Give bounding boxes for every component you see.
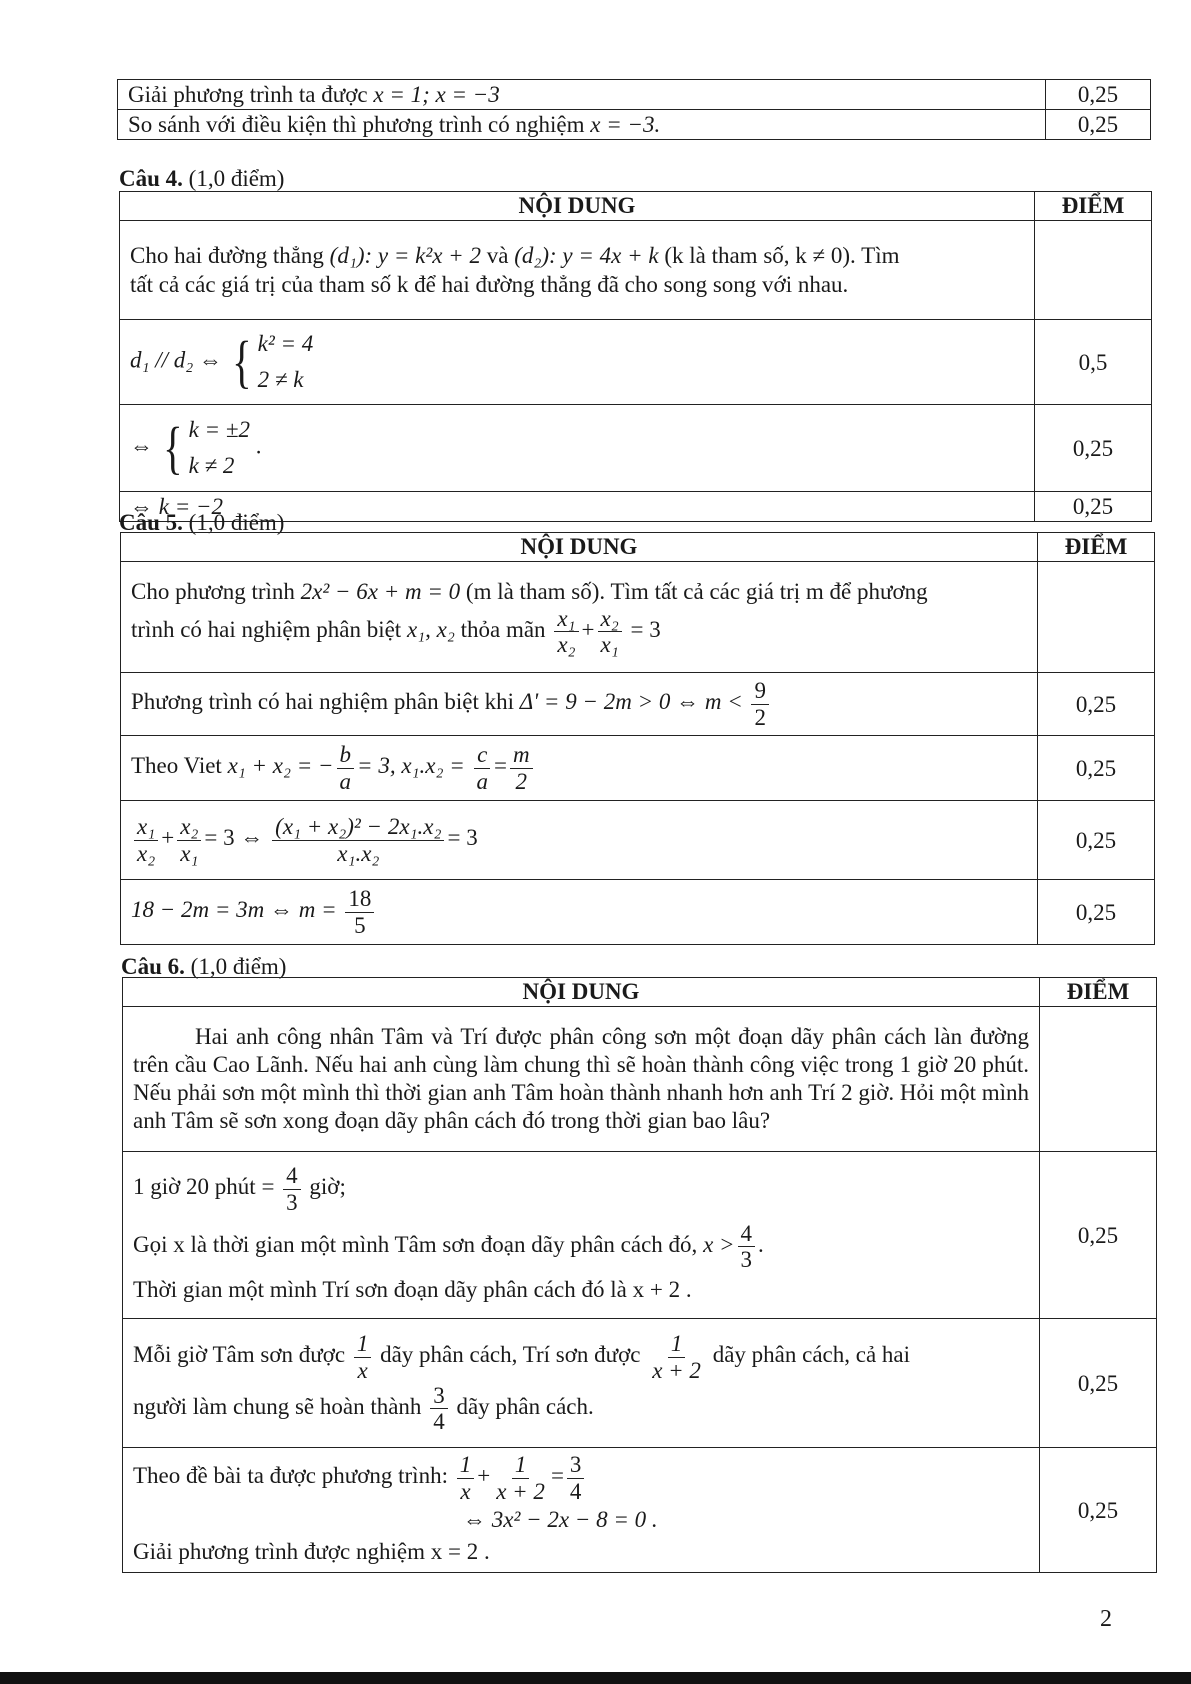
table-row: Phương trình có hai nghiệm phân biệt khi Δ' = 9 − 2m > 0 ⇔ m < $\frac{9}{2}$ 0,25 <box>121 673 1155 736</box>
question-6-table <box>122 977 1157 1573</box>
table-header: NỘI DUNG ĐIỂM <box>123 978 1157 1007</box>
table-row: 1 giờ 20 phút = $\frac{4}{3}$ giờ; Gọi x là thời gian một mình Tâm sơn đoạn dãy phân cách đó, x > $\frac{4}{3}$ . Thời gian một mình Trí sơn đoạn dãy phân cách đó là x + 2 . 0,25 <box>123 1152 1157 1319</box>
equation-system: { k = ±2 k ≠ 2 <box>162 415 250 480</box>
page-number: 2 <box>1100 1606 1112 1632</box>
equation-system: { k² = 4 2 ≠ k <box>231 329 314 394</box>
table-row: Hai anh công nhân Tâm và Trí được phân công sơn một đoạn dãy phân cách làn đường trên cầu Cao Lãnh. Nếu hai anh cùng làm chung thì sẽ hoàn thành công việc trong 1 giờ 20 phút. Nếu phải sơn một mình thì thời gian anh Tâm hoàn thành nhanh hơn anh Trí 2 giờ. Hỏi một mình anh Tâm sẽ sơn xong đoạn dãy phân cách đó trong thời gian bao lâu? <box>123 1007 1157 1152</box>
table-header: NỘI DUNG ĐIỂM <box>121 533 1155 562</box>
table-row: Mỗi giờ Tâm sơn được $\frac{1}{x}$ dãy phân cách, Trí sơn được $\frac{1}{x + 2}$ dãy phân cách, cả hai người làm chung sẽ hoàn thành $\frac{3}{4}$ dãy phân cách. 0,25 <box>123 1319 1157 1448</box>
question-5-table <box>120 532 1155 945</box>
question-4-table <box>119 191 1152 522</box>
top-table <box>117 79 1151 140</box>
table-row: ⇔ k = −2 0,25 <box>120 492 1152 522</box>
table-header: NỘI DUNG ĐIỂM <box>120 192 1152 221</box>
table-row: 18 − 2m = 3m ⇔ m = $\frac{18}{5}$ 0,25 <box>121 880 1155 945</box>
table-row: Theo đề bài ta được phương trình: $\frac{1}{x}$ + $\frac{1}{x + 2}$ = $\frac{3}{4}$ ⇔ 3x² − 2x − 8 = 0 . Giải phương trình được nghiệm x = 2 . 0,25 <box>123 1448 1157 1573</box>
table-row: ⇔ { k = ±2 k ≠ 2 . 0,25 <box>120 405 1152 492</box>
scan-edge <box>0 1672 1191 1684</box>
question-4-caption: Câu 4. (1,0 điểm) <box>119 166 285 191</box>
table-row: Cho phương trình 2x² − 6x + m = 0 (m là tham số). Tìm tất cả các giá trị m để phương trình có hai nghiệm phân biệt x₁, x₂ thỏa mãn $\frac{\text{x₁}}{\text{x₂}}$ + $\frac{\text{x₂}}{\text{x₁}}$ = 3 <box>121 562 1155 673</box>
table-row: d₁ // d₂ ⇔ { k² = 4 2 ≠ k 0,5 <box>120 320 1152 405</box>
question-5-caption: Câu 5. (1,0 điểm) <box>119 510 285 535</box>
table-row: So sánh với điều kiện thì phương trình có nghiệm x = −3. 0,25 <box>118 110 1151 140</box>
table-row: Giải phương trình ta được x = 1; x = −3 0,25 <box>118 80 1151 110</box>
table-row: Cho hai đường thẳng (d₁): y = k²x + 2 và (d₂): y = 4x + k (k là tham số, k ≠ 0). Tìm tất cả các giá trị của tham số k để hai đường thẳng đã cho song song với nhau. <box>120 221 1152 320</box>
question-6-caption: Câu 6. (1,0 điểm) <box>121 954 287 979</box>
table-row: Theo Viet x₁ + x₂ = − $\frac{b}{a}$ = 3, x₁.x₂ = $\frac{c}{a}$ = $\frac{m}{2}$ 0,25 <box>121 736 1155 801</box>
table-row: $\frac{\text{x₁}}{\text{x₂}}$ + $\frac{\text{x₂}}{\text{x₁}}$ = 3 ⇔ $\frac{\text{(x₁ + x₂)² − 2x₁.x₂}}{\text{x₁.x₂}}$ = 3 0,25 <box>121 801 1155 880</box>
